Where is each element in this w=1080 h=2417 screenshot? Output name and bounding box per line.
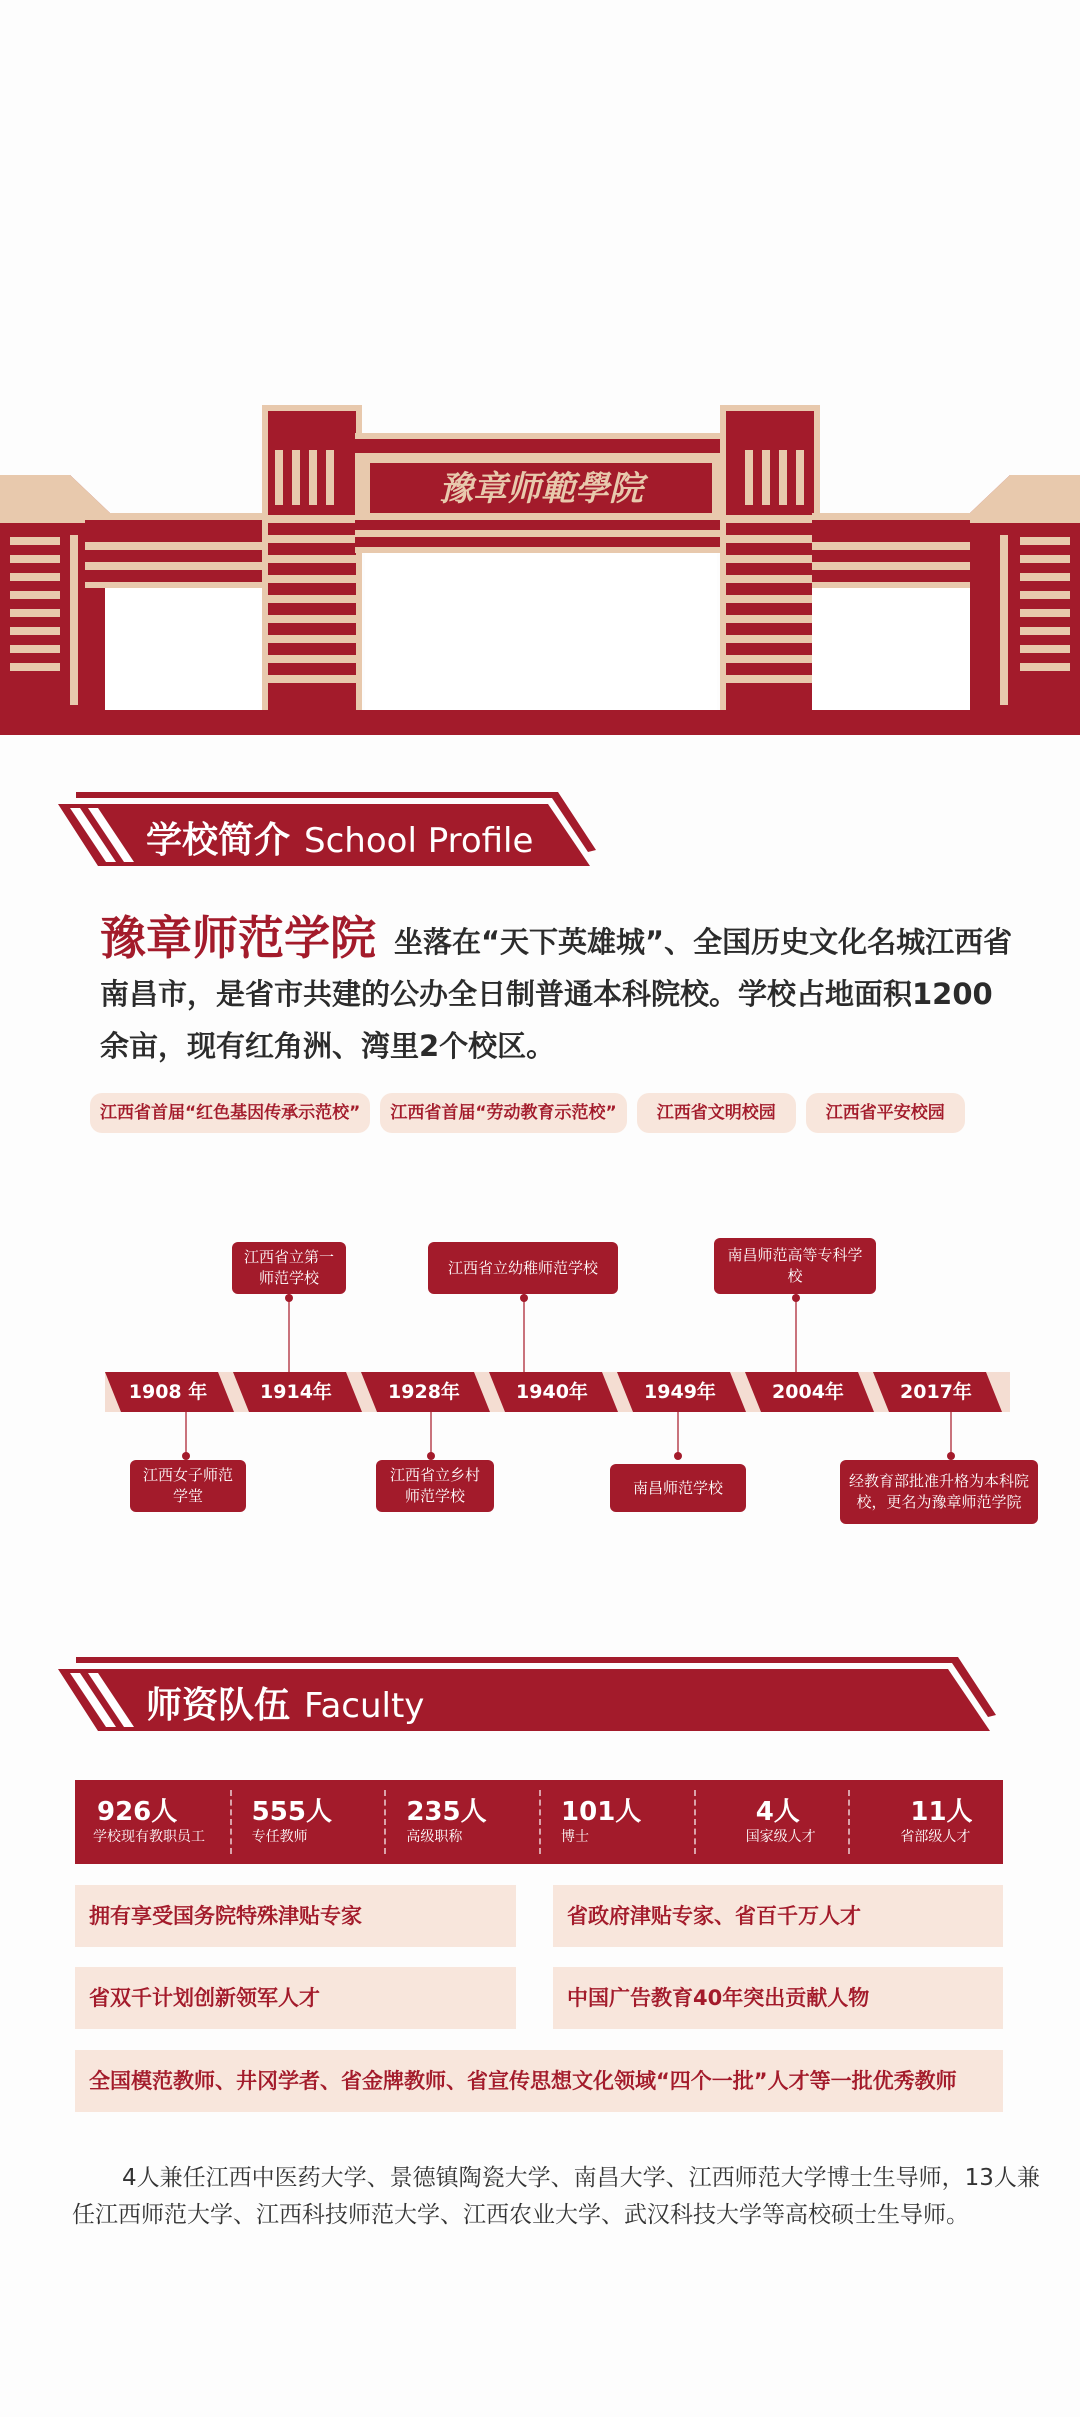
- honor-badge: 江西省首届“劳动教育示范校”: [380, 1093, 626, 1133]
- stat-label: 高级职称: [406, 1829, 463, 1845]
- timeline-connector: [288, 1294, 290, 1372]
- timeline-year: 1928年: [388, 1381, 460, 1403]
- history-timeline: [0, 1230, 1080, 1550]
- stat-value: 101人: [561, 1797, 642, 1827]
- timeline-dot: [947, 1452, 955, 1460]
- stat-value: 11人: [910, 1797, 973, 1827]
- stat-item: [694, 1780, 849, 1864]
- school-profile-title-en: School Profile: [304, 821, 534, 861]
- honors-list: [90, 1093, 1010, 1133]
- timeline-event: 经教育部批准升格为本科院校，更名为豫章师范学院: [840, 1460, 1038, 1524]
- timeline-year: 2017年: [900, 1381, 972, 1403]
- timeline-event: 南昌师范高等专科学校: [714, 1238, 876, 1294]
- stat-value: 555人: [251, 1797, 332, 1827]
- stat-item: [539, 1780, 694, 1864]
- stat-label: 国家级人才: [745, 1829, 816, 1845]
- stat-label: 学校现有教职员工: [93, 1829, 205, 1845]
- talent-tag: 全国模范教师、井冈学者、省金牌教师、省宣传思想文化领域“四个一批”人才等一批优秀教师: [75, 2050, 1003, 2112]
- stat-item: [384, 1780, 539, 1864]
- stat-item: [75, 1780, 230, 1864]
- faculty-title-cn: 师资队伍: [146, 1685, 291, 1726]
- timeline-dot: [285, 1294, 293, 1302]
- timeline-dot: [792, 1294, 800, 1302]
- stat-value: 235人: [406, 1797, 487, 1827]
- talent-tag: 拥有享受国务院特殊津贴专家: [75, 1885, 516, 1947]
- timeline-event: 江西省立幼稚师范学校: [428, 1242, 618, 1294]
- timeline-event: 南昌师范学校: [610, 1464, 746, 1512]
- timeline-dot: [427, 1452, 435, 1460]
- timeline-year: 1908 年: [128, 1381, 208, 1403]
- school-name: 豫章师范学院: [100, 911, 376, 965]
- talent-tag: 省政府津贴专家、省百千万人才: [553, 1885, 1003, 1947]
- timeline-event: 江西女子师范学堂: [130, 1460, 246, 1512]
- faculty-title-en: Faculty: [304, 1686, 425, 1726]
- timeline-dot: [674, 1452, 682, 1460]
- timeline-year: 2004年: [772, 1381, 844, 1403]
- stat-item: [848, 1780, 1003, 1864]
- school-profile-title: [146, 812, 533, 863]
- timeline-year: 1949年: [644, 1381, 716, 1403]
- faculty-header: [58, 1655, 998, 1735]
- faculty-stats: [75, 1780, 1003, 1864]
- talent-tag: 省双千计划创新领军人才: [75, 1967, 516, 2029]
- stat-item: [230, 1780, 385, 1864]
- stat-value: 4人: [755, 1797, 800, 1827]
- timeline-connector: [795, 1294, 797, 1372]
- school-intro: [100, 912, 1020, 1072]
- timeline-connector: [523, 1294, 525, 1372]
- stat-label: 博士: [561, 1829, 590, 1845]
- school-profile-header: [58, 790, 598, 870]
- honor-badge: 江西省平安校园: [806, 1093, 965, 1133]
- timeline-dot: [182, 1452, 190, 1460]
- school-intro-text: 坐落在“天下英雄城”、全国历史文化名城江西省南昌市，是省市共建的公办全日制普通本科院校。学校占地面积1200余亩，现有红角洲、湾里2个校区。: [100, 925, 1013, 1063]
- talent-tag: 中国广告教育40年突出贡献人物: [553, 1967, 1003, 2029]
- honor-badge: 江西省首届“红色基因传承示范校”: [90, 1093, 370, 1133]
- faculty-title: [146, 1677, 424, 1728]
- school-gate-illustration: [0, 405, 1080, 735]
- faculty-paragraph: 4人兼任江西中医药大学、景德镇陶瓷大学、南昌大学、江西师范大学博士生导师，13人兼任江西师范大学、江西科技师范大学、江西农业大学、武汉科技大学等高校硕士生导师。: [72, 2165, 1040, 2228]
- timeline-event: 江西省立乡村师范学校: [376, 1460, 494, 1512]
- timeline-dot: [520, 1294, 528, 1302]
- timeline-year: 1914年: [260, 1381, 332, 1403]
- gate-sign-text: 豫章师範學院: [439, 469, 643, 509]
- stat-label: 省部级人才: [900, 1829, 971, 1845]
- school-profile-title-cn: 学校简介: [146, 820, 291, 861]
- stat-value: 926人: [97, 1797, 178, 1827]
- timeline-year: 1940年: [516, 1381, 588, 1403]
- honor-badge: 江西省文明校园: [637, 1093, 796, 1133]
- timeline-event: 江西省立第一师范学校: [232, 1242, 346, 1294]
- stat-label: 专任教师: [251, 1829, 308, 1845]
